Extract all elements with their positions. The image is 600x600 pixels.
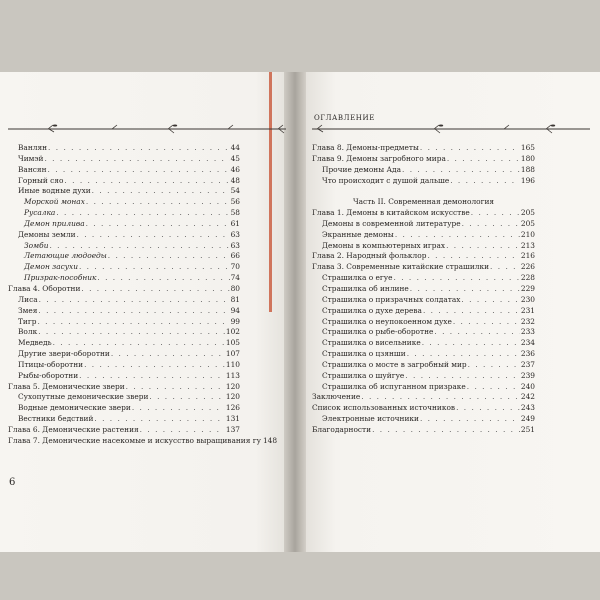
toc-entry-title: Электронные источники bbox=[322, 414, 419, 424]
toc-entry bbox=[8, 327, 240, 338]
toc-entry bbox=[312, 295, 535, 306]
dot-leader bbox=[446, 241, 520, 252]
dot-leader bbox=[361, 392, 520, 403]
toc-entry bbox=[8, 338, 240, 349]
dot-leader bbox=[453, 317, 520, 328]
toc-entry-page: 228 bbox=[520, 273, 535, 283]
dot-leader bbox=[490, 262, 520, 273]
toc-entry bbox=[312, 176, 535, 187]
dot-leader bbox=[92, 186, 230, 197]
toc-entry-page: 148 bbox=[262, 435, 278, 445]
dot-leader bbox=[461, 295, 519, 306]
book-gutter bbox=[284, 72, 306, 552]
toc-entry-page: 63 bbox=[230, 240, 240, 250]
toc-chapter bbox=[8, 382, 240, 393]
toc-entry-page: 54 bbox=[230, 186, 240, 196]
toc-entry-page: 107 bbox=[225, 349, 240, 359]
dot-leader bbox=[38, 306, 229, 317]
dot-leader bbox=[48, 143, 230, 154]
toc-chapter bbox=[312, 154, 535, 165]
running-header: ОГЛАВЛЕНИЕ bbox=[314, 114, 375, 122]
toc-entry-title: Страшилка о духе дерева bbox=[322, 305, 422, 315]
toc-entry bbox=[8, 165, 240, 176]
toc-entry bbox=[8, 251, 240, 262]
dot-leader bbox=[108, 251, 230, 262]
toc-entry-title: Страшилка о висельнике bbox=[322, 338, 421, 348]
toc-chapter bbox=[312, 392, 535, 403]
toc-entry bbox=[8, 208, 240, 219]
toc-entry-page: 102 bbox=[225, 327, 240, 337]
toc-entry-page: 165 bbox=[520, 143, 535, 152]
toc-entry-page: 70 bbox=[230, 262, 240, 272]
toc-entry-title: Демоны в современной литературе bbox=[322, 218, 461, 228]
toc-entry-title: Страшилка об инлине bbox=[322, 283, 409, 293]
dot-leader bbox=[84, 360, 225, 371]
toc-entry-title: Птицы-оборотни bbox=[18, 359, 84, 369]
dot-leader bbox=[81, 284, 229, 295]
toc-entry-title: Призрак-пособник bbox=[24, 273, 97, 283]
toc-entry-title: Глава 3. Современные китайские страшилки bbox=[312, 262, 490, 272]
toc-entry bbox=[8, 349, 240, 360]
dot-leader bbox=[420, 143, 520, 154]
branch-ornament-right bbox=[312, 124, 590, 134]
toc-entry-title: Глава 5. Демонические звери bbox=[8, 381, 125, 391]
toc-entry bbox=[312, 414, 535, 425]
toc-chapter bbox=[312, 403, 535, 414]
toc-entry-title: Экранные демоны bbox=[322, 229, 394, 239]
toc-chapter bbox=[8, 435, 278, 447]
toc-entry-page: 233 bbox=[520, 327, 535, 337]
dot-leader bbox=[126, 382, 225, 393]
toc-entry-page: 229 bbox=[520, 283, 535, 293]
toc-right bbox=[312, 143, 535, 436]
toc-entry-page: 120 bbox=[225, 381, 240, 391]
toc-entry-title: Что происходит с душой дальше bbox=[322, 175, 450, 185]
toc-entry-page: 237 bbox=[520, 359, 535, 369]
toc-entry-title: Другие звери-оборотни bbox=[18, 349, 110, 359]
dot-leader bbox=[434, 327, 519, 338]
toc-entry-page: 180 bbox=[520, 153, 535, 163]
toc-entry bbox=[8, 197, 240, 208]
toc-entry bbox=[312, 241, 535, 252]
toc-entry-page: 80 bbox=[230, 283, 240, 293]
toc-entry-page: 249 bbox=[520, 414, 535, 424]
dot-leader bbox=[56, 208, 229, 219]
toc-entry-page: 213 bbox=[520, 240, 535, 250]
toc-entry-page: 56 bbox=[230, 197, 240, 207]
toc-entry-title: Медведь bbox=[18, 338, 52, 348]
toc-entry-page: 243 bbox=[520, 403, 535, 413]
toc-entry-title: Глава 4. Оборотни bbox=[8, 283, 81, 293]
toc-entry bbox=[312, 273, 535, 284]
toc-entry-page: 196 bbox=[520, 175, 535, 185]
toc-entry bbox=[8, 230, 240, 241]
toc-entry-page: 126 bbox=[225, 403, 240, 413]
dot-leader bbox=[420, 414, 520, 425]
toc-entry-title: Заключение bbox=[312, 392, 361, 402]
toc-entry-title: Демон засухи bbox=[24, 262, 78, 272]
toc-entry bbox=[8, 403, 240, 414]
dot-leader bbox=[467, 382, 520, 393]
branch-ornament-left bbox=[8, 124, 286, 134]
dot-leader bbox=[422, 338, 520, 349]
toc-entry-title: Русалка bbox=[24, 208, 56, 218]
toc-entry-page: 66 bbox=[230, 251, 240, 261]
toc-entry-page: 94 bbox=[230, 305, 240, 315]
toc-entry-page: 45 bbox=[230, 153, 240, 163]
dot-leader bbox=[86, 197, 230, 208]
toc-entry-page: 230 bbox=[520, 294, 535, 304]
toc-entry-title: Чимэй bbox=[18, 153, 44, 163]
toc-chapter bbox=[312, 251, 535, 262]
dot-leader bbox=[402, 165, 520, 176]
toc-entry bbox=[8, 414, 240, 425]
toc-entry-page: 46 bbox=[230, 164, 240, 174]
toc-entry bbox=[8, 273, 240, 284]
toc-chapter bbox=[312, 262, 535, 273]
toc-entry-title: Змея bbox=[18, 305, 38, 315]
toc-entry bbox=[312, 306, 535, 317]
toc-left bbox=[8, 143, 278, 447]
toc-entry bbox=[312, 382, 535, 393]
toc-chapter bbox=[312, 143, 535, 154]
toc-entry bbox=[8, 241, 240, 252]
toc-entry-title: Ванлян bbox=[18, 143, 48, 152]
toc-entry-page: 81 bbox=[230, 294, 240, 304]
toc-entry-page: 63 bbox=[230, 229, 240, 239]
toc-entry bbox=[8, 295, 240, 306]
toc-entry-title: Демон прилива bbox=[24, 218, 85, 228]
toc-entry bbox=[8, 317, 240, 328]
toc-entry-title: Страшилка о егуе bbox=[322, 273, 393, 283]
toc-entry bbox=[8, 176, 240, 187]
toc-entry-title: Рыбы-оборотни bbox=[18, 370, 79, 380]
toc-entry-title: Глава 1. Демоны в китайском искусстве bbox=[312, 208, 470, 218]
toc-entry-title: Глава 9. Демоны загробного мира bbox=[312, 153, 446, 163]
dot-leader bbox=[410, 284, 520, 295]
toc-entry bbox=[312, 371, 535, 382]
dot-leader bbox=[97, 273, 229, 284]
spine-edge bbox=[269, 72, 272, 312]
toc-entry-title: Прочие демоны Ада bbox=[322, 164, 401, 174]
toc-entry bbox=[312, 284, 535, 295]
toc-entry-page: 48 bbox=[230, 175, 240, 185]
page-number: 6 bbox=[9, 477, 16, 488]
dot-leader bbox=[39, 295, 230, 306]
toc-entry bbox=[312, 219, 535, 230]
dot-leader bbox=[395, 230, 520, 241]
toc-entry-title: Волк bbox=[18, 327, 38, 337]
toc-entry-title: Иные водные духи bbox=[18, 186, 91, 196]
toc-entry bbox=[312, 327, 535, 338]
toc-entry bbox=[312, 230, 535, 241]
dot-leader bbox=[394, 273, 520, 284]
dot-leader bbox=[140, 425, 225, 436]
dot-leader bbox=[149, 392, 225, 403]
dot-leader bbox=[405, 371, 520, 382]
toc-entry bbox=[8, 186, 240, 197]
toc-chapter bbox=[312, 425, 535, 436]
toc-entry bbox=[312, 349, 535, 360]
toc-entry bbox=[8, 219, 240, 230]
toc-entry-page: 120 bbox=[225, 392, 240, 402]
toc-entry bbox=[8, 371, 240, 382]
toc-entry-page: 205 bbox=[520, 208, 535, 218]
toc-entry bbox=[8, 154, 240, 165]
toc-entry bbox=[8, 306, 240, 317]
toc-entry-page: 58 bbox=[230, 208, 240, 218]
dot-leader bbox=[132, 403, 225, 414]
toc-entry-page: 236 bbox=[520, 349, 535, 359]
toc-entry-page: 113 bbox=[225, 370, 240, 380]
toc-spacer bbox=[312, 186, 535, 197]
toc-entry-title: Вансян bbox=[18, 164, 47, 174]
toc-entry-title: Сухопутные демонические звери bbox=[18, 392, 149, 402]
part-heading: Часть II. Современная демонология bbox=[352, 197, 495, 207]
toc-entry-page: 131 bbox=[225, 414, 240, 424]
toc-chapter bbox=[8, 284, 240, 295]
toc-entry-page: 239 bbox=[520, 370, 535, 380]
toc-entry bbox=[312, 317, 535, 328]
toc-entry-title: Тигр bbox=[18, 316, 37, 326]
toc-entry-title: Водные демонические звери bbox=[18, 403, 131, 413]
dot-leader bbox=[456, 403, 520, 414]
toc-entry-title: Летающие людоеды bbox=[24, 251, 107, 261]
toc-entry-title: Страшилка о мосте в загробный мир bbox=[322, 359, 467, 369]
toc-entry-title: Страшилка о неупокоенном духе bbox=[322, 316, 452, 326]
toc-entry-title: Вестники бедствий bbox=[18, 414, 94, 424]
dot-leader bbox=[64, 176, 229, 187]
dot-leader bbox=[38, 327, 225, 338]
dot-leader bbox=[468, 360, 520, 371]
dot-leader bbox=[462, 219, 520, 230]
toc-entry-title: Лиса bbox=[18, 294, 38, 304]
toc-entry-page: 188 bbox=[520, 164, 535, 174]
toc-entry-page: 210 bbox=[520, 229, 535, 239]
toc-chapter bbox=[312, 208, 535, 219]
dot-leader bbox=[423, 306, 520, 317]
toc-entry-title: Глава 8. Демоны-предметы bbox=[312, 143, 419, 152]
toc-entry-title: Демоны в компьютерных играх bbox=[322, 240, 446, 250]
toc-entry-page: 74 bbox=[230, 273, 240, 283]
dot-leader bbox=[86, 219, 230, 230]
toc-entry bbox=[312, 165, 535, 176]
toc-entry-page: 242 bbox=[520, 392, 535, 402]
toc-entry bbox=[8, 262, 240, 273]
dot-leader bbox=[48, 165, 230, 176]
dot-leader bbox=[37, 317, 229, 328]
toc-entry-page: 232 bbox=[520, 316, 535, 326]
dot-leader bbox=[53, 338, 225, 349]
toc-entry-page: 110 bbox=[225, 359, 240, 369]
toc-entry-title: Страшилка о шуйгуе bbox=[322, 370, 405, 380]
toc-entry-page: 234 bbox=[520, 338, 535, 348]
toc-entry-title: Глава 7. Демонические насекомые и искусство выращивания гу bbox=[8, 435, 261, 445]
toc-entry-title: Зомби bbox=[24, 240, 49, 250]
dot-leader bbox=[471, 208, 520, 219]
toc-entry-page: 137 bbox=[225, 424, 240, 434]
toc-chapter bbox=[8, 425, 240, 436]
toc-entry-title: Морской монах bbox=[24, 197, 85, 207]
toc-entry-title: Горный сяо bbox=[18, 175, 64, 185]
toc-entry-title: Список использованных источников bbox=[312, 403, 456, 413]
toc-entry-page: 99 bbox=[230, 316, 240, 326]
dot-leader bbox=[447, 154, 520, 165]
toc-entry-title: Страшилка об испуганном призраке bbox=[322, 381, 466, 391]
dot-leader bbox=[94, 414, 224, 425]
toc-entry bbox=[8, 392, 240, 403]
toc-entry-page: 205 bbox=[520, 218, 535, 228]
toc-entry-page: 226 bbox=[520, 262, 535, 272]
toc-entry-page: 44 bbox=[230, 143, 240, 152]
toc-entry bbox=[312, 360, 535, 371]
toc-entry-page: 61 bbox=[230, 218, 240, 228]
dot-leader bbox=[372, 425, 520, 436]
dot-leader bbox=[77, 230, 230, 241]
toc-entry-page: 216 bbox=[520, 251, 535, 261]
toc-entry-title: Глава 6. Демонические растения bbox=[8, 424, 139, 434]
toc-entry bbox=[8, 143, 240, 154]
toc-entry-page: 105 bbox=[225, 338, 240, 348]
toc-entry-title: Страшилка о цзянши bbox=[322, 349, 406, 359]
dot-leader bbox=[79, 371, 225, 382]
toc-entry bbox=[312, 338, 535, 349]
toc-entry-page: 240 bbox=[520, 381, 535, 391]
dot-leader bbox=[49, 241, 229, 252]
dot-leader bbox=[427, 251, 519, 262]
toc-entry-title: Страшилка о рыбе-оборотне bbox=[322, 327, 434, 337]
toc-entry-title: Демоны земли bbox=[18, 229, 76, 239]
toc-entry bbox=[8, 360, 240, 371]
dot-leader bbox=[450, 176, 520, 187]
toc-entry-title: Глава 2. Народный фольклор bbox=[312, 251, 427, 261]
dot-leader bbox=[407, 349, 520, 360]
dot-leader bbox=[79, 262, 230, 273]
toc-entry-page: 231 bbox=[520, 305, 535, 315]
dot-leader bbox=[44, 154, 229, 165]
dot-leader bbox=[111, 349, 225, 360]
toc-entry-page: 251 bbox=[520, 424, 535, 434]
toc-entry-title: Благодарности bbox=[312, 424, 372, 434]
toc-entry-title: Страшилка о призрачных солдатах bbox=[322, 294, 461, 304]
